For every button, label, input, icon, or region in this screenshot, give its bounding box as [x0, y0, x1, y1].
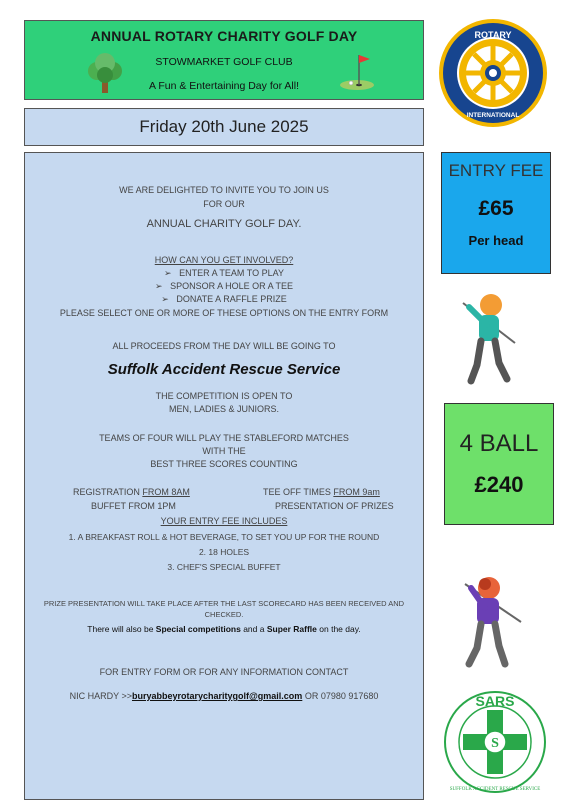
- contact-line: NIC HARDY >>buryabbeyrotarycharitygolf@gmail.com OR 07980 917680: [69, 691, 379, 701]
- contact-heading: FOR ENTRY FORM OR FOR ANY INFORMATION CONTACT: [99, 667, 349, 677]
- competition-line-4: WITH THE: [202, 446, 246, 456]
- invite-line-1: WE ARE DELIGHTED TO INVITE YOU TO JOIN US: [119, 185, 329, 195]
- event-title: ANNUAL ROTARY CHARITY GOLF DAY: [90, 28, 358, 44]
- competition-line-2: MEN, LADIES & JUNIORS.: [168, 404, 280, 414]
- prize-note-line-2: CHECKED.: [204, 610, 244, 619]
- sars-logo: [434, 686, 556, 798]
- competition-line-5: BEST THREE SCORES COUNTING: [150, 459, 298, 469]
- golfer-icon: [455, 570, 535, 670]
- contact-phone: 07980 917680: [320, 691, 379, 701]
- tee-off-time: TEE OFF TIMES FROM 9am: [263, 487, 380, 497]
- sars-ring-text: SUFFOLK ACCIDENT RESCUE SERVICE: [449, 787, 541, 792]
- involved-heading: HOW CAN YOU GET INVOLVED?: [154, 255, 294, 265]
- entry-fee-unit: Per head: [468, 233, 524, 248]
- prize-note-extra: There will also be Special competitions and a Super Raffle on the day.: [87, 624, 361, 634]
- venue-name: STOWMARKET GOLF CLUB: [155, 56, 293, 68]
- includes-item: 3. CHEF'S SPECIAL BUFFET: [167, 562, 281, 572]
- entry-fee-box: [441, 152, 551, 274]
- sars-acronym: SARS: [475, 693, 515, 709]
- tree-icon: [85, 51, 125, 95]
- involved-option: ➢ ENTER A TEAM TO PLAY: [164, 268, 284, 278]
- sars-letter: S: [491, 736, 499, 751]
- tagline: A Fun & Entertaining Day for All!: [149, 80, 299, 92]
- charity-name: Suffolk Accident Rescue Service: [107, 361, 341, 378]
- competition-line-3: TEAMS OF FOUR WILL PLAY THE STABLEFORD MATCHES: [99, 433, 349, 443]
- contact-email-link[interactable]: buryabbeyrotarycharitygolf@gmail.com: [131, 691, 303, 701]
- buffet-time: BUFFET FROM 1PM: [91, 501, 176, 511]
- prize-note-line-1: PRIZE PRESENTATION WILL TAKE PLACE AFTER THE LAST SCORECARD HAS BEEN RECEIVED AND: [43, 599, 405, 608]
- four-ball-label: 4 BALL: [459, 430, 539, 457]
- registration-time: REGISTRATION FROM 8AM: [73, 487, 190, 497]
- includes-item: 2. 18 HOLES: [198, 547, 250, 557]
- invite-line-3: ANNUAL CHARITY GOLF DAY.: [146, 218, 302, 230]
- involved-option: ➢ SPONSOR A HOLE OR A TEE: [155, 281, 293, 291]
- includes-heading: YOUR ENTRY FEE INCLUDES: [160, 516, 288, 526]
- event-date: Friday 20th June 2025: [24, 108, 424, 146]
- golf-flag-icon: [337, 51, 377, 91]
- rotary-bottom-text: INTERNATIONAL: [466, 112, 520, 119]
- rotary-logo: [434, 14, 552, 132]
- header-banner: [24, 20, 424, 100]
- entry-fee-price: £65: [478, 197, 514, 220]
- golfer-icon: [455, 285, 535, 385]
- entry-fee-label: ENTRY FEE: [448, 161, 544, 180]
- proceeds-text: ALL PROCEEDS FROM THE DAY WILL BE GOING TO: [112, 341, 336, 351]
- includes-item: 1. A BREAKFAST ROLL & HOT BEVERAGE, TO SET YOU UP FOR THE ROUND: [68, 532, 380, 542]
- prizes-time: PRESENTATION OF PRIZES: [275, 501, 394, 511]
- rotary-top-text: ROTARY: [474, 30, 512, 40]
- invite-line-2: FOR OUR: [203, 199, 245, 209]
- select-note: PLEASE SELECT ONE OR MORE OF THESE OPTIONS ON THE ENTRY FORM: [59, 308, 389, 318]
- four-ball-box: [444, 403, 554, 525]
- four-ball-price: £240: [474, 472, 524, 497]
- involved-option: ➢ DONATE A RAFFLE PRIZE: [161, 294, 287, 304]
- details-panel: [24, 152, 424, 800]
- competition-line-1: THE COMPETITION IS OPEN TO: [155, 391, 293, 401]
